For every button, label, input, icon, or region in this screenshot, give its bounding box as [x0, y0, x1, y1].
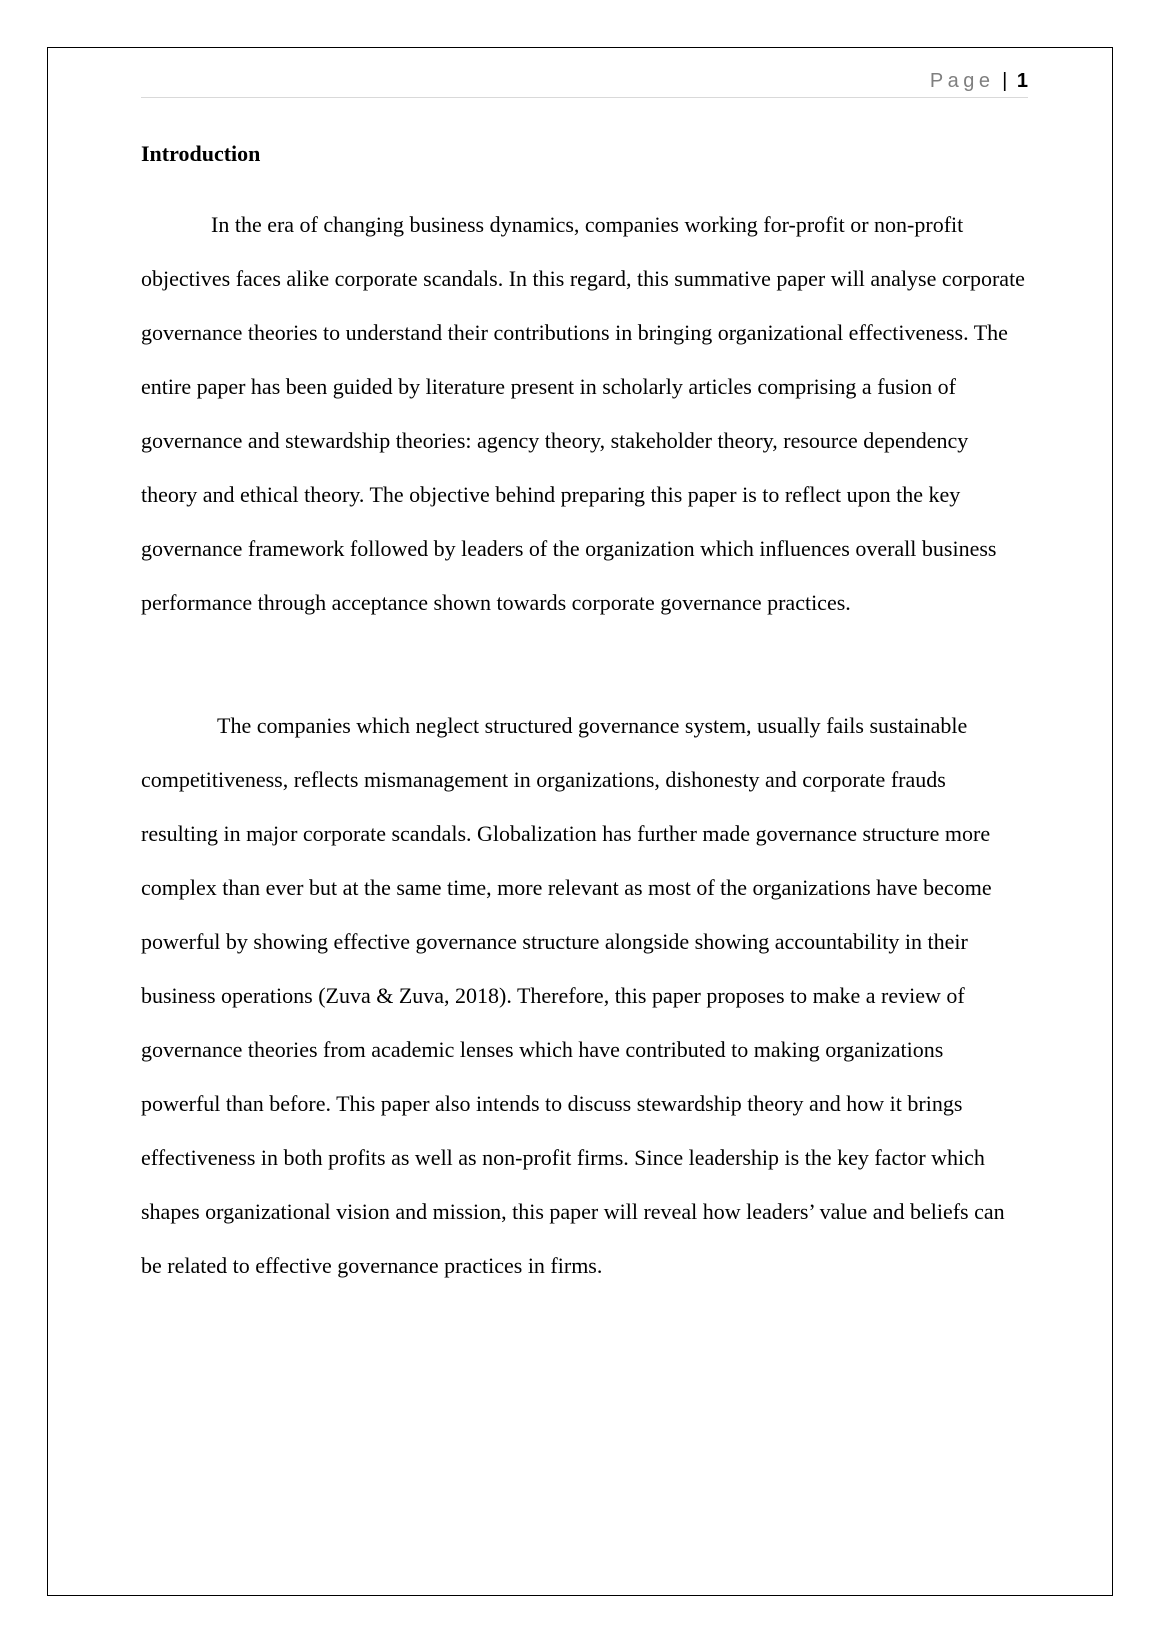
section-heading: Introduction — [141, 141, 261, 166]
page-number-value: 1 — [1016, 70, 1028, 92]
page-label: Page — [929, 70, 995, 92]
page-separator: | — [1002, 70, 1008, 92]
page-header — [141, 66, 1028, 98]
page-number — [930, 69, 1028, 93]
body-paragraph-1: In the era of changing business dynamics, companies working for-profit or non-profit objectives faces alike corporate scandals. In this regard, this summative paper will analyse corporate governance theories to understand their contributions in bringing organizational effectiveness. The entire paper has been guided by literature present in scholarly articles comprising a fusion of governance and stewardship theories: agency theory, stakeholder theory, resource dependency theory and ethical theory. The objective behind preparing this paper is to reflect upon the key governance framework followed by leaders of the organization which influences overall business performance through acceptance shown towards corporate governance practices. — [141, 212, 1025, 615]
body-paragraph-2: The companies which neglect structured governance system, usually fails sustainable competitiveness, reflects mismanagement in organizations, dishonesty and corporate frauds resulting in major corporate scandals. Globalization has further made governance structure more complex than ever but at the same time, more relevant as most of the organizations have become powerful by showing effective governance structure alongside showing accountability in their business operations (Zuva & Zuva, 2018). Therefore, this paper proposes to make a review of governance theories from academic lenses which have contributed to making organizations powerful than before. This paper also intends to discuss stewardship theory and how it brings effectiveness in both profits as well as non-profit firms. Since leadership is the key factor which shapes organizational vision and mission, this paper will reveal how leaders’ value and beliefs can be related to effective governance practices in firms. — [141, 713, 1005, 1278]
